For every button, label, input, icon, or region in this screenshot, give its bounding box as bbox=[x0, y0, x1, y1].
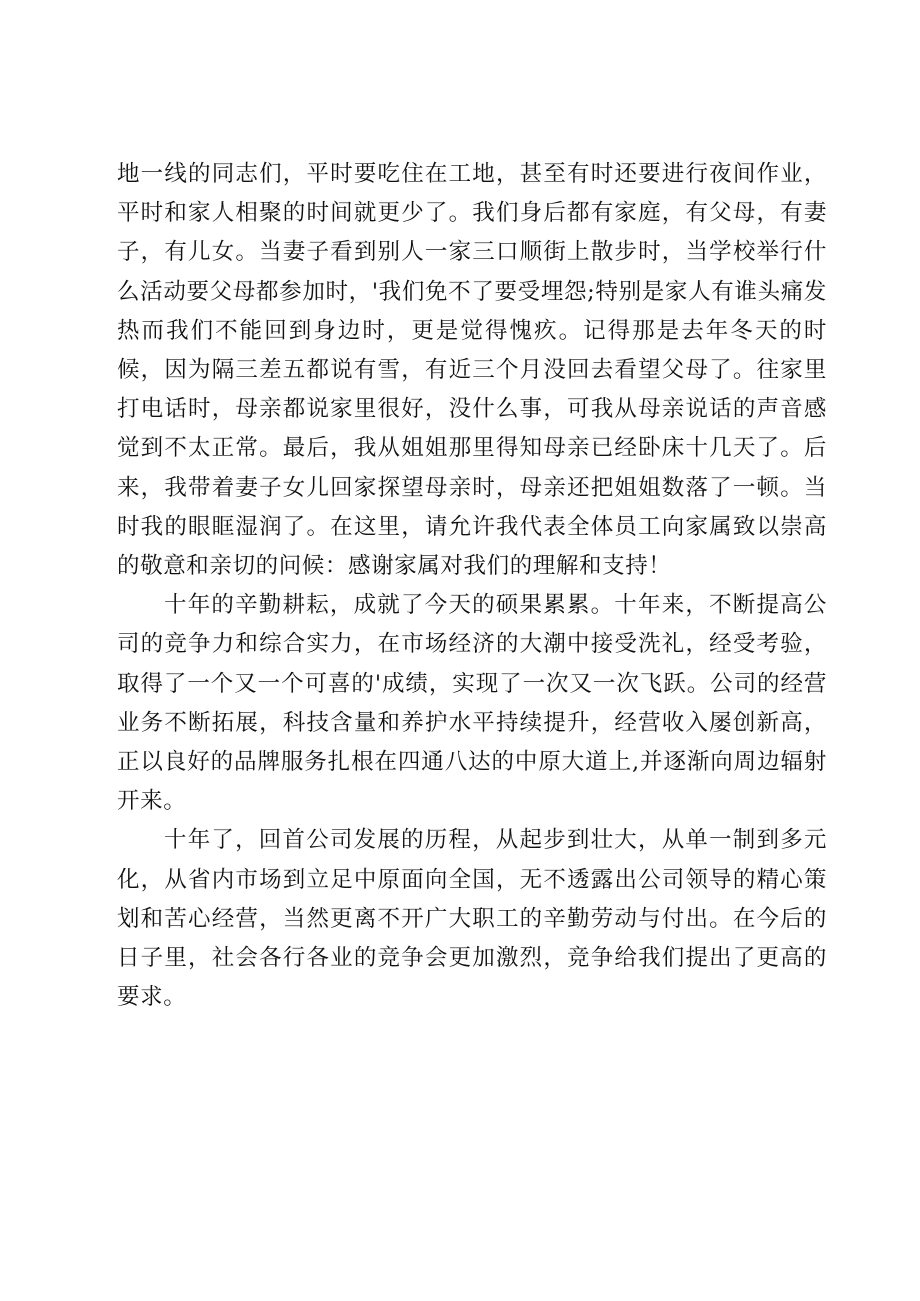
document-body bbox=[117, 155, 827, 1017]
paragraph-ten-years-achievements: 十年的辛勤耕耘，成就了今天的硕果累累。十年来，不断提高公司的竞争力和综合实力，在市场经济的大潮中接受洗礼，经受考验，取得了一个又一个可喜的'成绩，实现了一次又一次飞跃。公司的经营业务不断拓展，科技含量和养护水平持续提升，经营收入屡创新高，正以良好的品牌服务扎根在四通八达的中原大道上,并逐渐向周边辐射开来。 bbox=[117, 592, 827, 815]
paragraph-company-development: 十年了，回首公司发展的历程，从起步到壮大，从单一制到多元化，从省内市场到立足中原面向全国，无不透露出公司领导的精心策划和苦心经营，当然更离不开广大职工的辛勤劳动与付出。在今后的日子里，社会各行各业的竞争会更加激烈，竞争给我们提出了更高的要求。 bbox=[117, 827, 827, 1011]
paragraph-family-support: 地一线的同志们，平时要吃住在工地，甚至有时还要进行夜间作业，平时和家人相聚的时间就更少了。我们身后都有家庭，有父母，有妻子，有儿女。当妻子看到别人一家三口顺街上散步时，当学校举行什么活动要父母都参加时，'我们免不了要受埋怨;特别是家人有谁头痛发热而我们不能回到身边时，更是觉得愧疚。记得那是去年冬天的时候，因为隔三差五都说有雪，有近三个月没回去看望父母了。往家里打电话时，母亲都说家里很好，没什么事，可我从母亲说话的声音感觉到不太正常。最后，我从姐姐那里得知母亲已经卧床十几天了。后来，我带着妻子女儿回家探望母亲时，母亲还把姐姐数落了一顿。当时我的眼眶湿润了。在这里，请允许我代表全体员工向家属致以崇高的敬意和亲切的问候：感谢家属对我们的理解和支持！ bbox=[117, 161, 827, 580]
